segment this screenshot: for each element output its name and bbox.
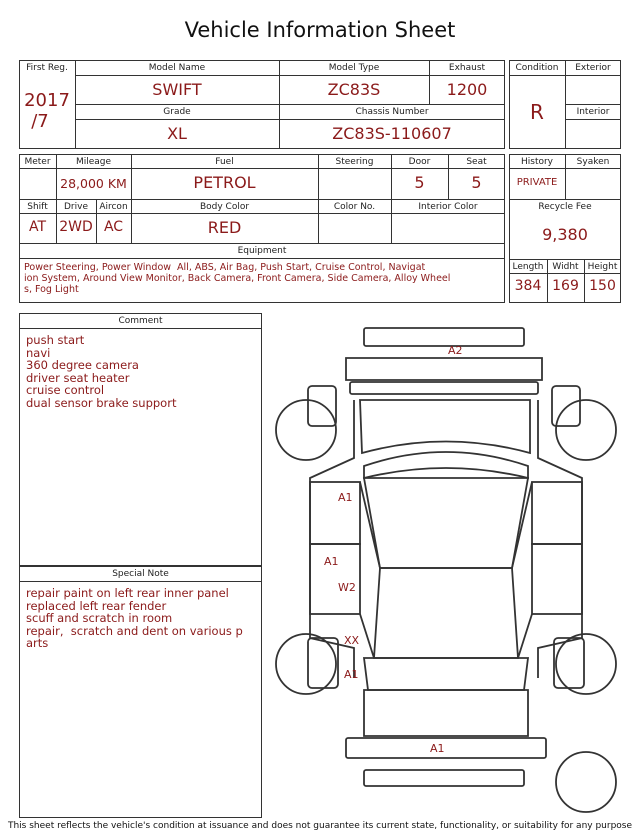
seat-label: Seat bbox=[466, 157, 487, 167]
fuel-value: PETROL bbox=[193, 173, 256, 192]
aircon-value: AC bbox=[103, 219, 124, 235]
history-value: PRIVATE bbox=[516, 177, 558, 188]
comment-label: Comment bbox=[118, 316, 163, 326]
seat-value: 5 bbox=[471, 173, 482, 192]
right-front-door bbox=[532, 482, 582, 544]
right-front-wheel bbox=[556, 400, 616, 460]
damage-mark-w2: W2 bbox=[338, 581, 356, 594]
recycle-fee-value: 9,380 bbox=[542, 225, 588, 244]
right-rear-flare bbox=[554, 638, 584, 688]
car-damage-diagram bbox=[268, 318, 624, 818]
roof-panel bbox=[364, 478, 528, 568]
body-color-label: Body Color bbox=[199, 202, 250, 212]
grade-label: Grade bbox=[163, 107, 191, 117]
exhaust-label: Exhaust bbox=[448, 63, 486, 73]
height-label: Height bbox=[587, 262, 618, 272]
comment-line: dual sensor brake support bbox=[26, 396, 177, 410]
tailgate-panel bbox=[364, 690, 528, 736]
mileage-value: 28,000 KM bbox=[60, 176, 127, 191]
length-label: Length bbox=[512, 262, 544, 272]
model-name-value: SWIFT bbox=[152, 80, 202, 99]
special-note-label: Special Note bbox=[112, 569, 169, 579]
first-reg-year: 2017 bbox=[24, 90, 70, 111]
first-reg-month: /7 bbox=[31, 111, 49, 132]
steering-label: Steering bbox=[335, 157, 374, 167]
shift-label: Shift bbox=[27, 202, 48, 212]
model-type-label: Model Type bbox=[328, 63, 380, 73]
length-value: 384 bbox=[514, 278, 542, 294]
rear-window bbox=[364, 658, 528, 690]
front-top-panel bbox=[346, 358, 542, 380]
door-label: Door bbox=[408, 157, 431, 167]
special-note-line: repair, scratch and dent on various p bbox=[26, 623, 243, 638]
model-name-label: Model Name bbox=[148, 63, 206, 73]
left-front-flare bbox=[308, 386, 336, 426]
drive-label: Drive bbox=[64, 202, 88, 212]
recycle-fee-label: Recycle Fee bbox=[538, 202, 592, 212]
special-note-line: scuff and scratch in room bbox=[26, 611, 173, 626]
color-no-label: Color No. bbox=[333, 202, 376, 212]
grade-value: XL bbox=[167, 124, 187, 143]
special-note-line: repair paint on left rear inner panel bbox=[26, 586, 229, 600]
rear-bumper-lower bbox=[364, 770, 524, 786]
width-value: 169 bbox=[552, 278, 579, 294]
right-rear-door bbox=[532, 544, 582, 614]
right-rear-wheel bbox=[556, 634, 616, 694]
mileage-label: Mileage bbox=[75, 157, 112, 167]
aircon-label: Aircon bbox=[99, 202, 128, 212]
fuel-label: Fuel bbox=[215, 157, 234, 167]
interior-color-label: Interior Color bbox=[418, 202, 478, 212]
shift-value: AT bbox=[28, 219, 47, 235]
front-panel-strip bbox=[350, 382, 538, 394]
exhaust-value: 1200 bbox=[446, 80, 488, 99]
drive-value: 2WD bbox=[59, 219, 93, 235]
rear-bumper-upper bbox=[346, 738, 546, 758]
equipment-text: Power Steering, Power Window All, ABS, Air Bag, Push Start, Cruise Control, Navigat ion System, Around View Monitor, Back Camera, Front Camera, Side Camera, Alloy Wheel s, Fog Light bbox=[24, 262, 451, 295]
equipment-label: Equipment bbox=[237, 246, 287, 256]
syaken-label: Syaken bbox=[576, 157, 610, 167]
damage-mark-xx: XX bbox=[344, 634, 360, 647]
comment-line: push start bbox=[26, 333, 85, 347]
comment-line: navi bbox=[26, 345, 51, 360]
history-label: History bbox=[520, 157, 554, 167]
width-label: Widht bbox=[552, 262, 579, 272]
damage-mark-a1-left-rear: A1 bbox=[324, 555, 339, 568]
special-note-line: arts bbox=[26, 636, 49, 651]
chassis-label: Chassis Number bbox=[355, 107, 429, 117]
chassis-value: ZC83S-110607 bbox=[332, 124, 452, 143]
hood-panel bbox=[360, 400, 530, 453]
condition-value: R bbox=[530, 100, 544, 124]
damage-mark-a1-left-quarter: A1 bbox=[344, 668, 359, 681]
interior-label: Interior bbox=[576, 107, 610, 117]
meter-label: Meter bbox=[24, 157, 51, 167]
left-front-wheel bbox=[276, 400, 336, 460]
comment-line: cruise control bbox=[26, 383, 105, 398]
damage-mark-a2-front: A2 bbox=[448, 344, 463, 357]
condition-label: Condition bbox=[515, 63, 559, 73]
door-value: 5 bbox=[414, 173, 425, 192]
damage-mark-a1-left-front: A1 bbox=[338, 491, 353, 504]
height-value: 150 bbox=[589, 278, 616, 294]
page-title: Vehicle Information Sheet bbox=[184, 18, 456, 42]
body-color-value: RED bbox=[207, 218, 242, 237]
rear-roof-panel bbox=[374, 568, 518, 658]
comment-line: driver seat heater bbox=[26, 370, 130, 385]
pillar-lines bbox=[360, 482, 532, 658]
front-bumper-panel bbox=[364, 328, 524, 346]
windshield bbox=[364, 452, 528, 478]
special-note-line: replaced left rear fender bbox=[26, 598, 167, 613]
disclaimer-footer: This sheet reflects the vehicle's condition at issuance and does not guarantee its current state, functionality, or suitability for any purpose bbox=[7, 821, 633, 831]
first-reg-label: First Reg. bbox=[26, 63, 68, 73]
left-rear-wheel bbox=[276, 634, 336, 694]
comment-line: 360 degree camera bbox=[26, 358, 139, 373]
model-type-value: ZC83S bbox=[327, 80, 381, 99]
damage-mark-a1-rear: A1 bbox=[430, 742, 445, 755]
exterior-label: Exterior bbox=[575, 63, 611, 73]
left-rear-flare bbox=[308, 638, 338, 688]
right-front-flare bbox=[552, 386, 580, 426]
spare-wheel bbox=[556, 752, 616, 812]
